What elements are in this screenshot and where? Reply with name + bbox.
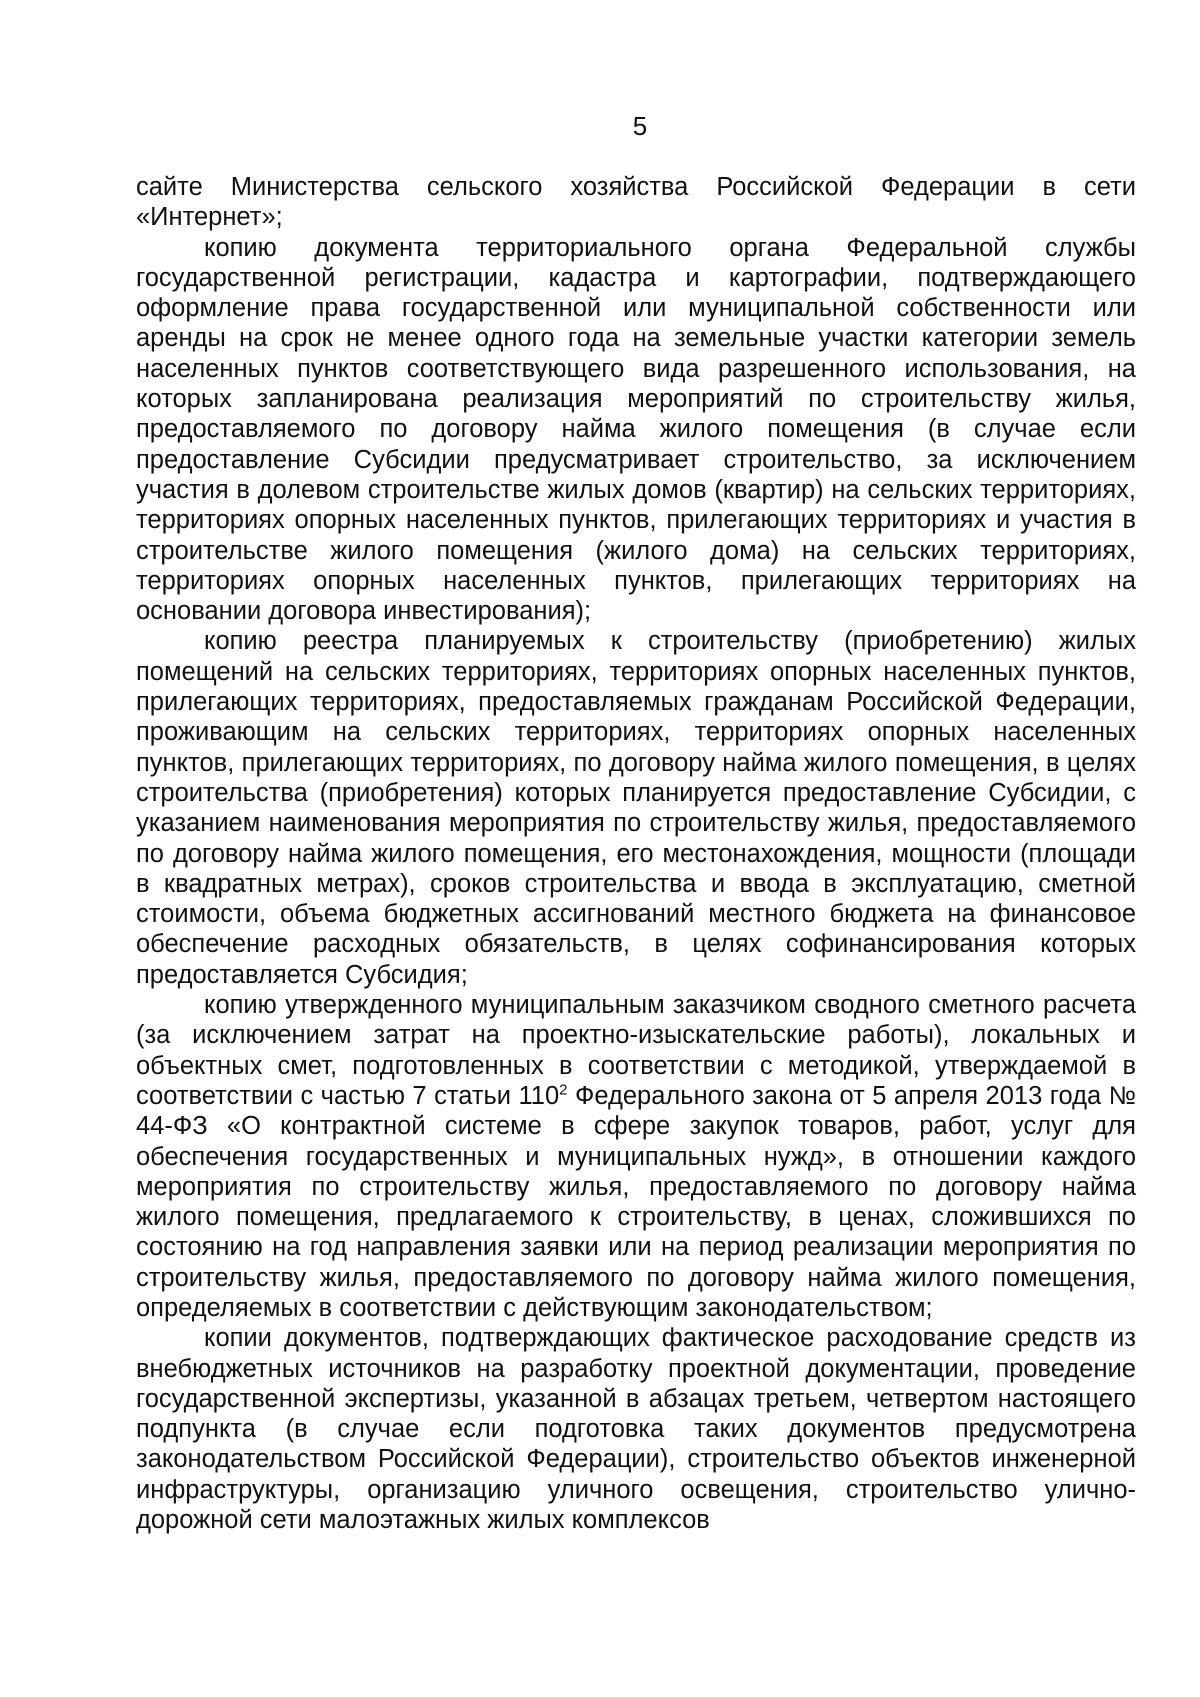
paragraph-expense-documents: копии документов, подтверждающих фактическое расходование средств из внебюджетных источников на разработку проектной документации, проведение государственной экспертизы, указанной в абзацах третьем, четвертом настоящего подпункта (в случае если подготовка таких документов предусмотрена законодательством Российской Федерации), строительство объектов инженерной инфраструктуры, организацию уличного освещения, строительство улично-дорожной сети малоэтажных жилых комплексов — [136, 1324, 1136, 1535]
paragraph-website-continuation: сайте Министерства сельского хозяйства Российской Федерации в сети «Интернет»; — [136, 173, 1136, 232]
paragraph-land-rights-document: копию документа территориального органа Федеральной службы государственной регистрации, кадастра и картографии, подтверждающего оформление права государственной или муниципальной собственности или аренды на срок не менее одного года на земельные участки категории земель населенных пунктов соответствующего вида разрешенного использования, на которых запланирована реализация мероприятий по строительству жилья, предоставляемого по договору найма жилого помещения (в случае если предоставление Субсидии предусматривает строительство, за исключением участия в долевом строительстве жилых домов (квартир) на сельских территориях, территориях опорных населенных пунктов, прилегающих территориях и участия в строительстве жилого помещения (жилого дома) на сельских территориях, территориях опорных населенных пунктов, прилегающих территориях на основании договора инвестирования); — [136, 233, 1136, 626]
page-number: 5 — [632, 111, 648, 141]
superscript-article-index: 2 — [559, 1081, 568, 1099]
cost-estimate-text-start: копию утвержденного муниципальным заказчиком сводного сметного расчета (за исключением затрат на проектно-изыскательские работы), локальных и объектных смет, подготовленных в соответствии с методикой, утверждаемой в соответствии с частью 7 статьи 110 — [136, 991, 1136, 1110]
paragraph-housing-registry: копию реестра планируемых к строительству (приобретению) жилых помещений на сельских территориях, территориях опорных населенных пунктов, прилегающих территориях, предоставляемых гражданам Российской Федерации, проживающим на сельских территориях, территориях опорных населенных пунктов, прилегающих территориях, по договору найма жилого помещения, в целях строительства (приобретения) которых планируется предоставление Субсидии, с указанием наименования мероприятия по строительству жилья, предоставляемого по договору найма жилого помещения, его местонахождения, мощности (площади в квадратных метрах), сроков строительства и ввода в эксплуатацию, сметной стоимости, объема бюджетных ассигнований местного бюджета на финансовое обеспечение расходных обязательств, в целях софинансирования которых предоставляется Субсидия; — [136, 627, 1136, 989]
paragraph-cost-estimate — [136, 990, 1136, 1323]
document-body — [136, 172, 1136, 1535]
cost-estimate-text-end: Федерального закона от 5 апреля 2013 года № 44-ФЗ «О контрактной системе в сфере закупок товаров, работ, услуг для обеспечения государственных и муниципальных нужд», в отношении каждого мероприятия по строительству жилья, предоставляемого по договору найма жилого помещения, предлагаемого к строительству, в ценах, сложившихся по состоянию на год направления заявки или на период реализации мероприятия по строительству жилья, предоставляемого по договору найма жилого помещения, определяемых в соответствии с действующим законодательством; — [136, 1081, 1136, 1322]
